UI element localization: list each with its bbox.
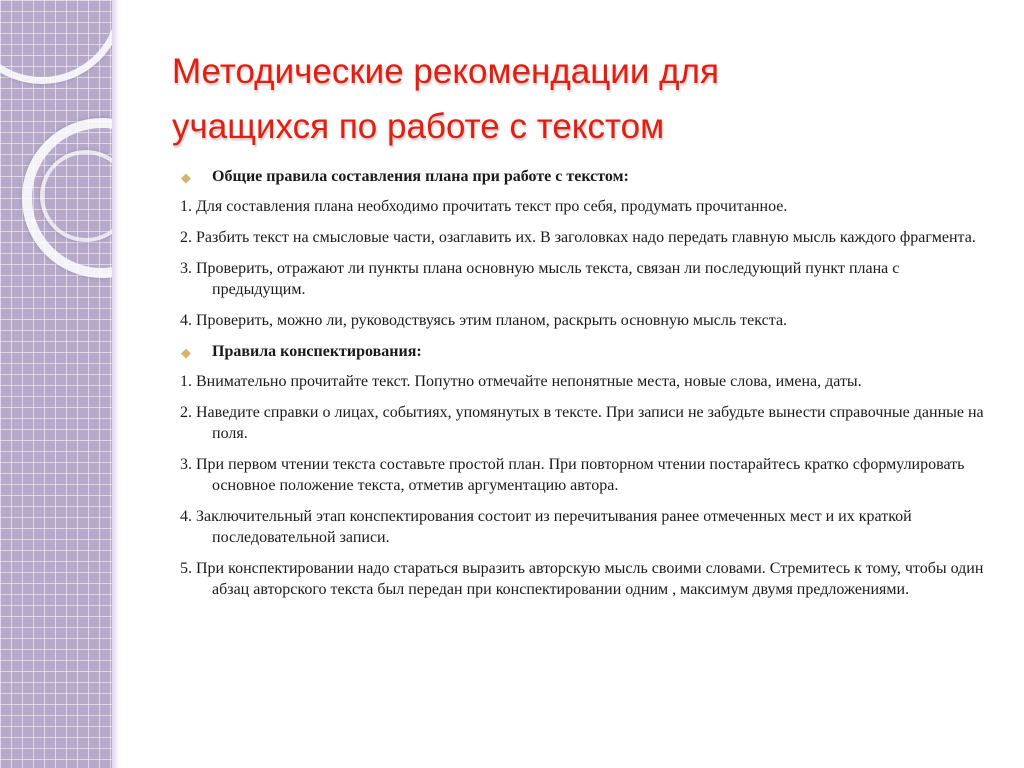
list-item: 1. Для составления плана необходимо прочитать текст про себя, продумать прочитанное. bbox=[180, 198, 788, 215]
slide-content bbox=[180, 166, 990, 610]
slide-title bbox=[172, 44, 992, 154]
bullet-icon: ◆ bbox=[181, 170, 191, 185]
list-item: 2. Наведите справки о лицах, событиях, упомянутых в тексте. При записи не забудьте вынести справочные данные на поля. bbox=[180, 404, 984, 442]
section-heading-plan-rules bbox=[180, 166, 990, 187]
list-item: 3. Проверить, отражают ли пункты плана основную мысль текста, связан ли последующий пункт плана с предыдущим. bbox=[180, 260, 900, 298]
list-item: 4. Заключительный этап конспектирования состоит из перечитывания ранее отмеченных мест и их краткой последовательной записи. bbox=[180, 508, 912, 546]
side-panel-edge bbox=[112, 0, 120, 768]
title-line-2: учащихся по работе с текстом bbox=[172, 107, 665, 146]
bullet-icon: ◆ bbox=[181, 345, 191, 360]
list-item: 2. Разбить текст на смысловые части, озаглавить их. В заголовках надо передать главную мысль каждого фрагмента. bbox=[180, 229, 976, 246]
list-item: 4. Проверить, можно ли, руководствуясь этим планом, раскрыть основную мысль текста. bbox=[180, 312, 788, 329]
list-item: 3. При первом чтении текста составьте простой план. При повторном чтении постарайтесь кратко сформулировать основное положение текста, отметив аргументацию автора. bbox=[180, 456, 965, 494]
title-line-1: Методические рекомендации для bbox=[172, 52, 719, 91]
section-heading-text: Правила конспектирования: bbox=[212, 343, 422, 360]
list-item: 1. Внимательно прочитайте текст. Попутно отмечайте непонятные места, новые слова, имена, даты. bbox=[180, 373, 862, 390]
decorative-side-panel bbox=[0, 0, 112, 768]
section-heading-text: Общие правила составления плана при работе с текстом: bbox=[212, 168, 629, 185]
list-item: 5. При конспектировании надо стараться выразить авторскую мысль своими словами. Стремитесь к тому, чтобы один абзац авторского текста был передан при конспектировании одним , максимум двумя предложениями. bbox=[180, 560, 984, 598]
decorative-ring-top bbox=[0, 0, 112, 84]
section-heading-summary-rules bbox=[180, 341, 990, 362]
